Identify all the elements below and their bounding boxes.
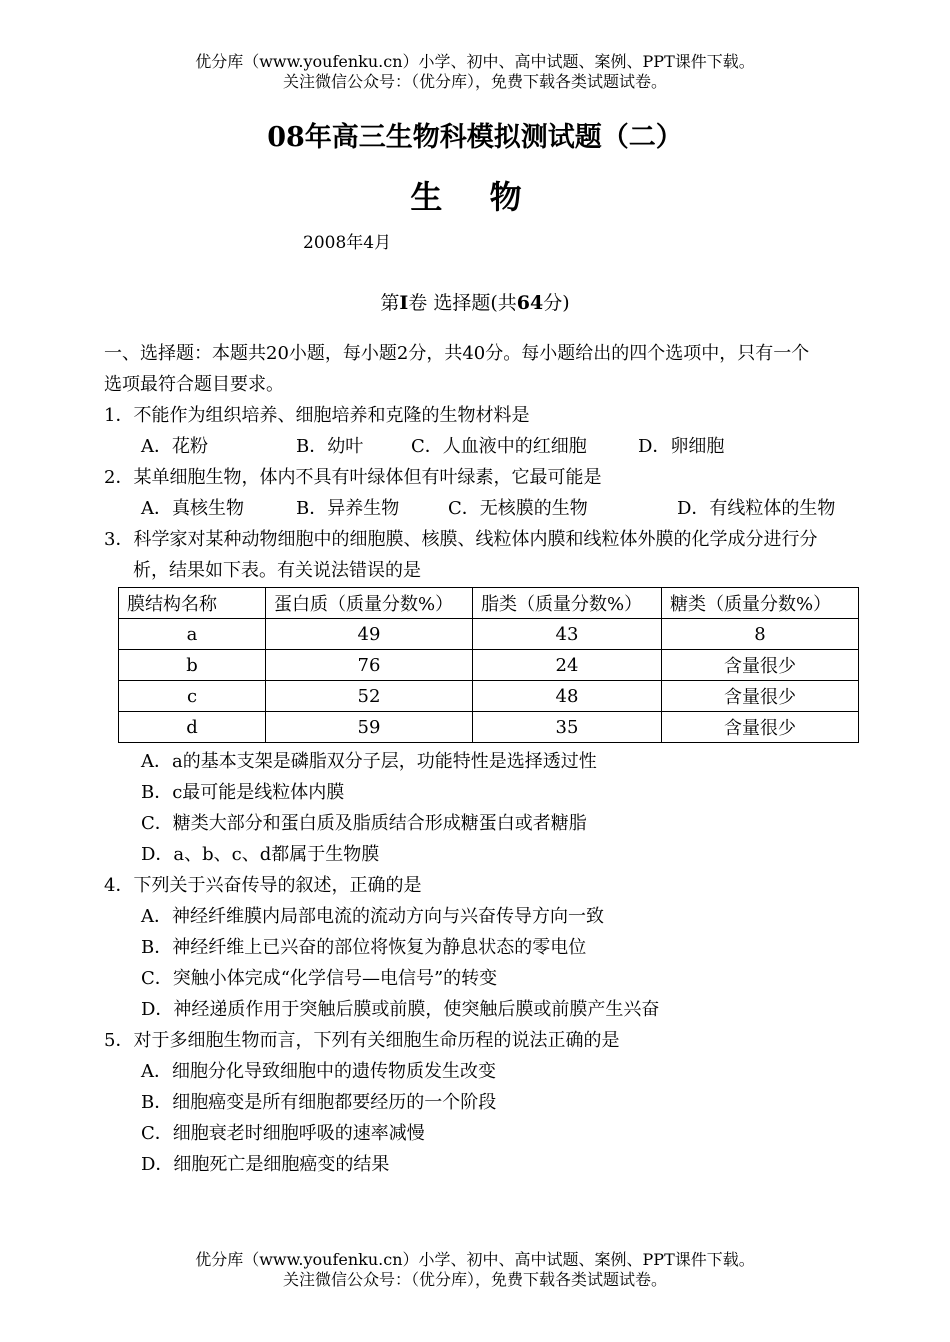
q1-option-a: A．花粉: [141, 436, 208, 457]
table-cell: a: [119, 619, 266, 650]
q3-option-d: D．a、b、c、d都属于生物膜: [141, 844, 380, 865]
table-cell: 24: [473, 650, 662, 681]
q5-option-a: A．细胞分化导致细胞中的遗传物质发生改变: [141, 1061, 496, 1082]
membrane-composition-table: [118, 587, 859, 743]
table-cell: 8: [662, 619, 859, 650]
q3-stem-line2: 析，结果如下表。有关说法错误的是: [133, 560, 421, 581]
q4-option-d: D．神经递质作用于突触后膜或前膜，使突触后膜或前膜产生兴奋: [141, 999, 660, 1020]
q4-option-c: C．突触小体完成“化学信号—电信号”的转变: [141, 968, 498, 989]
section-mid: 卷 选择题(共: [408, 292, 517, 314]
q4-option-b: B．神经纤维上已兴奋的部位将恢复为静息状态的零电位: [141, 937, 587, 958]
table-header-cell: 糖类（质量分数%）: [662, 588, 859, 619]
q1-option-d: D．卵细胞: [638, 436, 725, 457]
table-cell: 含量很少: [662, 681, 859, 712]
q2-option-d: D．有线粒体的生物: [677, 498, 836, 519]
table-header-cell: 膜结构名称: [119, 588, 266, 619]
q1-option-c: C．人血液中的红细胞: [411, 436, 587, 457]
q5-option-d: D．细胞死亡是细胞癌变的结果: [141, 1154, 390, 1175]
table-cell: d: [119, 712, 266, 743]
q2-option-c: C．无核膜的生物: [448, 498, 588, 519]
exam-date: 2008年4月: [303, 233, 392, 253]
footer-banner-line2: 关注微信公众号：（优分库），免费下载各类试题试卷。: [282, 1270, 667, 1289]
q1-stem: 1．不能作为组织培养、细胞培养和克隆的生物材料是: [104, 405, 530, 426]
subject-title: 生 物: [410, 178, 540, 216]
table-header-cell: 蛋白质（质量分数%）: [266, 588, 473, 619]
table-cell: 43: [473, 619, 662, 650]
q4-option-a: A．神经纤维膜内局部电流的流动方向与兴奋传导方向一致: [141, 906, 604, 927]
table-cell: 59: [266, 712, 473, 743]
instructions-line2: 选项最符合题目要求。: [104, 374, 284, 395]
table-cell: 49: [266, 619, 473, 650]
table-cell: 含量很少: [662, 712, 859, 743]
section-suffix: 分): [543, 292, 570, 314]
q3-stem-line1: 3．科学家对某种动物细胞中的细胞膜、核膜、线粒体内膜和线粒体外膜的化学成分进行分: [104, 529, 818, 550]
q1-option-b: B．幼叶: [296, 436, 364, 457]
page-title: 08年高三生物科模拟测试题（二）: [267, 122, 683, 153]
table-header-cell: 脂类（质量分数%）: [473, 588, 662, 619]
q2-option-b: B．异养生物: [296, 498, 400, 519]
footer-banner-line1: 优分库（www.youfenku.cn）小学、初中、高中试题、案例、PPT课件下载。: [195, 1250, 755, 1269]
q4-stem: 4．下列关于兴奋传导的叙述，正确的是: [104, 875, 422, 896]
table-header-row: [119, 588, 859, 619]
table-cell: 52: [266, 681, 473, 712]
table-cell: 35: [473, 712, 662, 743]
q3-option-b: B．c最可能是线粒体内膜: [141, 782, 345, 803]
table-cell: 48: [473, 681, 662, 712]
instructions-line1: 一、选择题：本题共20小题，每小题2分，共40分。每小题给出的四个选项中，只有一个: [104, 343, 810, 364]
table-cell: c: [119, 681, 266, 712]
section-points: 64: [516, 292, 544, 314]
table-row: [119, 619, 859, 650]
q5-stem: 5．对于多细胞生物而言，下列有关细胞生命历程的说法正确的是: [104, 1030, 620, 1051]
section-heading: [0, 288, 950, 315]
table-cell: b: [119, 650, 266, 681]
section-prefix: 第: [380, 292, 400, 314]
table-cell: 含量很少: [662, 650, 859, 681]
table-row: [119, 712, 859, 743]
q5-option-b: B．细胞癌变是所有细胞都要经历的一个阶段: [141, 1092, 497, 1113]
header-banner-line1: 优分库（www.youfenku.cn）小学、初中、高中试题、案例、PPT课件下载。: [195, 52, 755, 71]
section-roman: I: [399, 292, 409, 314]
q2-stem: 2．某单细胞生物，体内不具有叶绿体但有叶绿素，它最可能是: [104, 467, 602, 488]
table-cell: 76: [266, 650, 473, 681]
q2-option-a: A．真核生物: [141, 498, 244, 519]
q3-option-a: A．a的基本支架是磷脂双分子层，功能特性是选择透过性: [141, 751, 597, 772]
table-row: [119, 681, 859, 712]
table-row: [119, 650, 859, 681]
header-banner-line2: 关注微信公众号：（优分库），免费下载各类试题试卷。: [282, 72, 667, 91]
q5-option-c: C．细胞衰老时细胞呼吸的速率减慢: [141, 1123, 425, 1144]
q3-option-c: C．糖类大部分和蛋白质及脂质结合形成糖蛋白或者糖脂: [141, 813, 587, 834]
